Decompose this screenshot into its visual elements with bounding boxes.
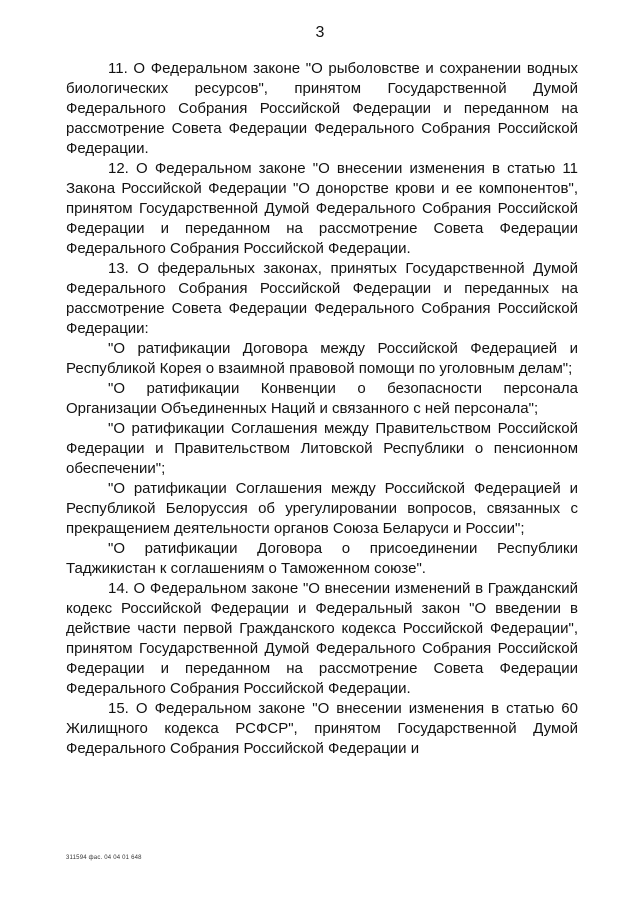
- paragraph-item-13: 13. О федеральных законах, принятых Государственной Думой Федерального Собрания Российской Федерации и переданных на рассмотрение Совета Федерации Федерального Собрания Российской Федерации:: [66, 260, 578, 337]
- law-list-item: "О ратификации Соглашения между Правительством Российской Федерации и Правительством Литовской Республики о пенсионном обеспечении";: [66, 420, 578, 477]
- paragraph-item-11: 11. О Федеральном законе "О рыболовстве и сохранении водных биологических ресурсов", принятом Государственной Думой Федерального Собрания Российской Федерации и переданном на рассмотрение Совета Федерации Федерального Собрания Российской Федерации.: [66, 60, 578, 157]
- law-list-item: "О ратификации Соглашения между Российской Федерацией и Республикой Белоруссия об урегулировании вопросов, связанных с прекращением деятельности органов Союза Беларуси и России";: [66, 480, 578, 537]
- paragraph-item-12: 12. О Федеральном законе "О внесении изменения в статью 11 Закона Российской Федерации "О донорстве крови и ее компонентов", принятом Государственной Думой Федерального Собрания Российской Федерации и переданном на рассмотрение Совета Федерации Федерального Собрания Российской Федерации.: [66, 160, 578, 257]
- document-footer-code: 311594 фас. 04 04 01 648: [66, 855, 142, 861]
- document-body: [66, 59, 578, 759]
- law-list-item: "О ратификации Договора о присоединении Республики Таджикистан к соглашениям о Таможенном союзе".: [66, 540, 578, 577]
- law-list-item: "О ратификации Конвенции о безопасности персонала Организации Объединенных Наций и связанного с ней персонала";: [66, 380, 578, 417]
- law-list-item: "О ратификации Договора между Российской Федерацией и Республикой Корея о взаимной правовой помощи по уголовным делам";: [66, 340, 578, 377]
- paragraph-item-15: 15. О Федеральном законе "О внесении изменения в статью 60 Жилищного кодекса РСФСР", принятом Государственной Думой Федерального Собрания Российской Федерации и: [66, 700, 578, 757]
- page-number: 3: [315, 24, 325, 41]
- paragraph-item-14: 14. О Федеральном законе "О внесении изменений в Гражданский кодекс Российской Федерации и Федеральный закон "О введении в действие части первой Гражданского кодекса Российской Федерации", принятом Государственной Думой Федерального Собрания Российской Федерации и переданном на рассмотрение Совета Федерации Федерального Собрания Российской Федерации.: [66, 580, 578, 697]
